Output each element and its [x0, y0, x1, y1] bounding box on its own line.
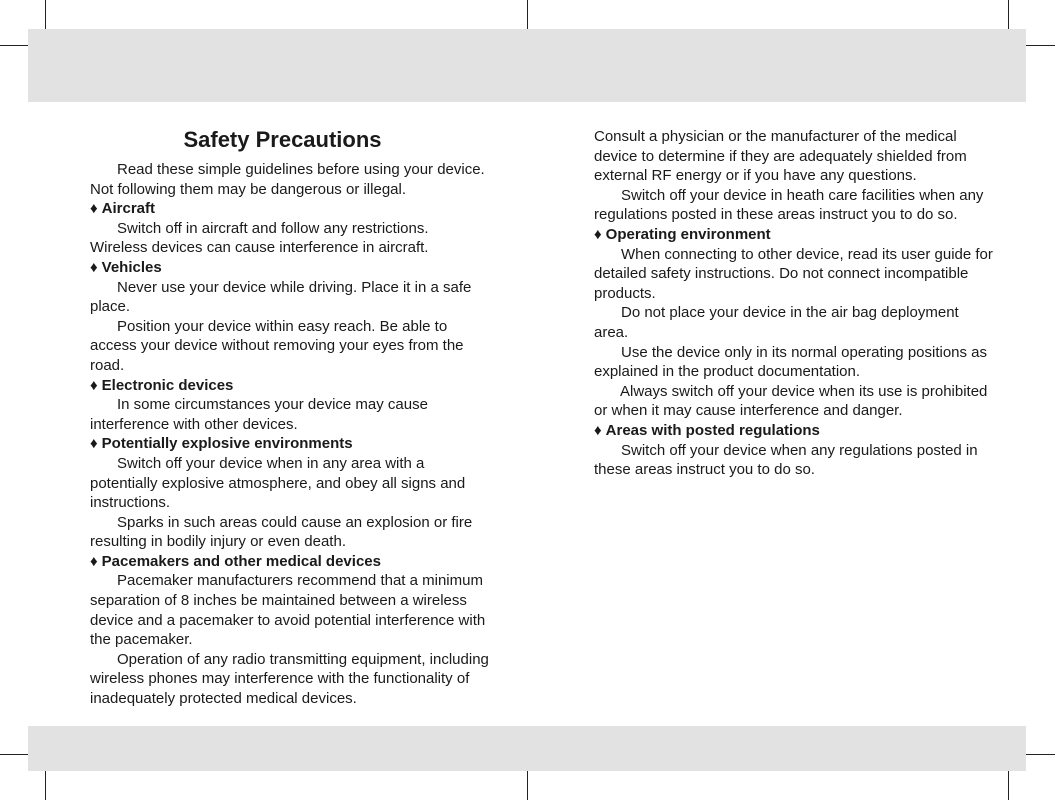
crop-mark — [527, 0, 528, 29]
section-paragraph: Use the device only in its normal operating positions as explained in the product documentation. — [594, 343, 988, 381]
crop-mark — [1008, 771, 1009, 800]
crop-mark — [45, 771, 46, 800]
diamond-bullet-icon: ♦ — [90, 376, 98, 394]
crop-mark — [527, 771, 528, 800]
section-pacemakers — [90, 552, 490, 709]
section-paragraph: Position your device within easy reach. Be able to access your device without removing your eyes from the road. — [90, 317, 464, 374]
section-heading: ♦ Areas with posted regulations — [594, 421, 820, 439]
section-paragraph: In some circumstances your device may cause interference with other devices. — [90, 396, 428, 433]
section-heading: ♦ Vehicles — [90, 258, 162, 276]
section-paragraph: Do not place your device in the air bag deployment area. — [594, 304, 959, 341]
section-posted-regulations — [594, 421, 994, 480]
section-paragraph: Switch off your device when any regulations posted in these areas instruct you to do so. — [594, 441, 978, 479]
section-explosive-environments — [90, 434, 490, 552]
section-paragraph: Always switch off your device when its use is prohibited or when it may cause interference and danger. — [594, 382, 988, 420]
page-title: Safety Precautions — [183, 127, 382, 152]
section-electronic-devices — [90, 376, 490, 435]
section-heading: ♦ Pacemakers and other medical devices — [90, 552, 381, 570]
bottom-gray-band — [28, 726, 1026, 771]
crop-mark — [1026, 754, 1055, 755]
section-heading: ♦ Potentially explosive environments — [90, 435, 353, 453]
section-heading: ♦ Operating environment — [594, 225, 771, 243]
section-paragraph: Switch off your device when in any area with a potentially explosive atmosphere, and obey all signs and instructions. — [90, 454, 466, 512]
diamond-bullet-icon: ♦ — [594, 421, 602, 439]
right-column — [594, 127, 994, 480]
crop-mark — [1026, 45, 1055, 46]
diamond-bullet-icon: ♦ — [90, 435, 98, 453]
section-paragraph: Never use your device while driving. Place it in a safe place. — [90, 278, 472, 316]
diamond-bullet-icon: ♦ — [594, 225, 602, 243]
section-heading: ♦ Electronic devices — [90, 376, 234, 394]
crop-mark — [0, 754, 28, 755]
crop-mark — [1008, 0, 1009, 29]
diamond-bullet-icon: ♦ — [90, 552, 98, 570]
section-paragraph: Pacemaker manufacturers recommend that a minimum separation of 8 inches be maintained between a wireless device and a pacemaker to avoid potential interference with the pacemaker. — [90, 572, 486, 649]
section-aircraft — [90, 199, 490, 258]
section-paragraph: When connecting to other device, read its user guide for detailed safety instructions. Do not connect incompatible products. — [594, 245, 993, 302]
section-heading: ♦ Aircraft — [90, 200, 156, 218]
section-paragraph: Switch off in aircraft and follow any restrictions. Wireless devices can cause interference in aircraft. — [90, 219, 429, 257]
section-paragraph: Sparks in such areas could cause an explosion or fire resulting in bodily injury or even death. — [90, 513, 473, 551]
crop-mark — [45, 0, 46, 29]
left-column — [90, 126, 490, 709]
section-paragraph: Operation of any radio transmitting equipment, including wireless phones may interference with the functionality of inadequately protected medical devices. — [90, 650, 489, 708]
diamond-bullet-icon: ♦ — [90, 258, 98, 276]
diamond-bullet-icon: ♦ — [90, 200, 98, 218]
continued-paragraph: Switch off your device in heath care facilities when any regulations posted in these areas instruct you to do so. — [594, 186, 984, 224]
top-gray-band — [28, 29, 1026, 102]
continued-paragraph: Consult a physician or the manufacturer of the medical device to determine if they are adequately shielded from external RF energy or if you have any questions. — [594, 128, 967, 185]
crop-mark — [0, 45, 28, 46]
intro-paragraph: Read these simple guidelines before using your device. Not following them may be dangerous or illegal. — [90, 161, 485, 198]
section-operating-environment — [594, 225, 994, 421]
section-vehicles — [90, 258, 490, 376]
